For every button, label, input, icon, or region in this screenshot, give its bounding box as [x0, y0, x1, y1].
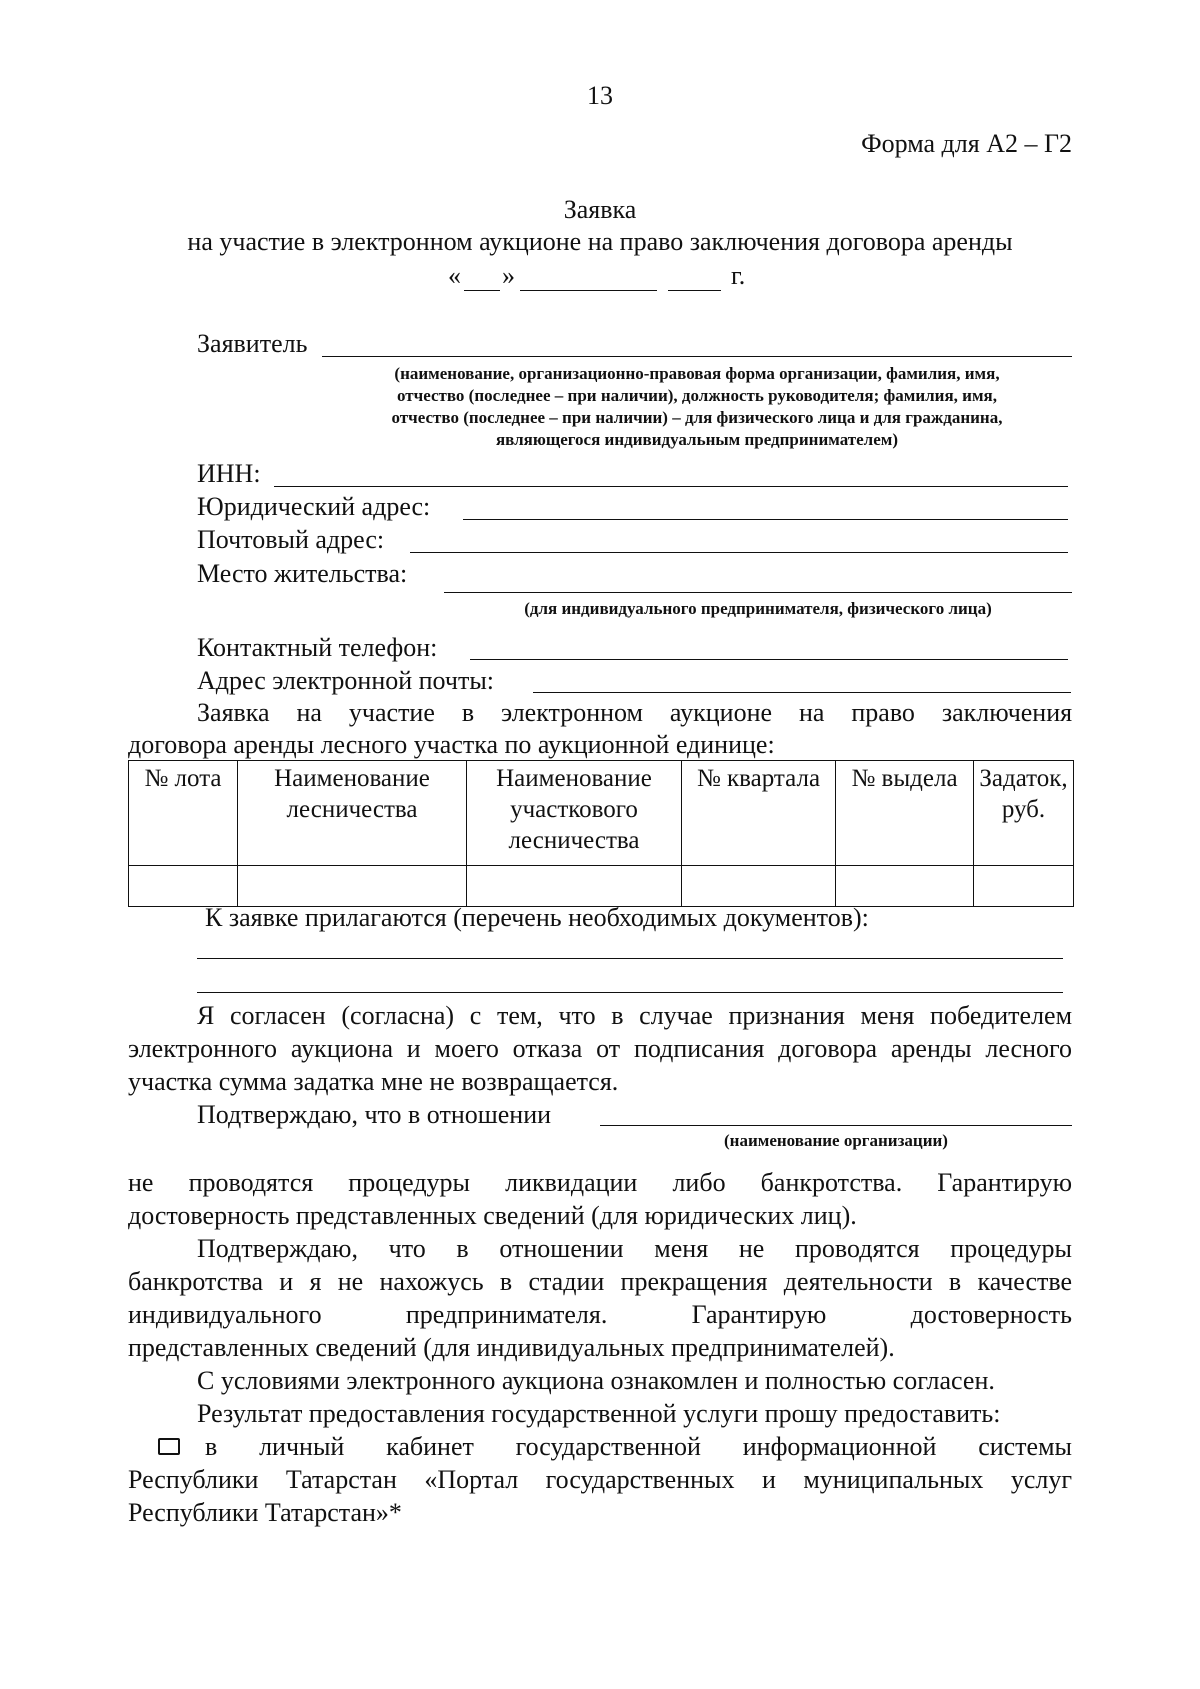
- word: аукциона: [290, 1034, 393, 1063]
- title-subheading: на участие в электронном аукционе на право заключения договора аренды: [187, 227, 1013, 256]
- word: на: [798, 698, 825, 727]
- table-row: [129, 866, 1074, 907]
- organization-name-blank[interactable]: [600, 1125, 1072, 1126]
- residence-label: Место жительства:: [197, 559, 408, 588]
- word: в: [611, 1001, 624, 1030]
- word: и: [406, 1034, 421, 1063]
- confirm-org-label: Подтверждаю, что в отношении: [197, 1100, 552, 1129]
- date-month-blank[interactable]: [520, 290, 657, 291]
- consent-line1: [197, 1000, 1072, 1032]
- table-cell[interactable]: [836, 866, 974, 907]
- word: стадии: [528, 1267, 605, 1296]
- word: меня: [654, 1234, 709, 1263]
- word: и: [761, 1465, 776, 1494]
- word: Республики: [128, 1465, 259, 1494]
- word: победителем: [930, 1001, 1073, 1030]
- word: банкротства.: [760, 1168, 903, 1197]
- form-label: Форма для А2 – Г2: [861, 129, 1072, 158]
- table-cell[interactable]: [238, 866, 467, 907]
- word: не: [337, 1267, 364, 1296]
- postal-address-label: Почтовый адрес:: [197, 525, 385, 554]
- word: нахожусь: [379, 1267, 484, 1296]
- date-year-suffix: г.: [731, 261, 746, 290]
- word: кабинет: [386, 1432, 474, 1461]
- word: системы: [978, 1432, 1073, 1461]
- confirm-ip-line1: [197, 1233, 1072, 1265]
- organization-name-note: (наименование организации): [724, 1131, 948, 1150]
- word: лесного: [985, 1034, 1073, 1063]
- word: в: [205, 1432, 218, 1461]
- confirm-ip-line2: [128, 1266, 1072, 1298]
- lot-intro-line2: договора аренды лесного участка по аукционной единице:: [128, 730, 775, 759]
- attachments-blank[interactable]: [197, 958, 1063, 959]
- word: и: [279, 1267, 294, 1296]
- word: либо: [672, 1168, 726, 1197]
- consent-line3: участка сумма задатка мне не возвращается.: [128, 1067, 619, 1096]
- table-cell[interactable]: [467, 866, 682, 907]
- date-quote-close: »: [502, 261, 515, 290]
- residence-note: (для индивидуального предпринимателя, физического лица): [524, 599, 992, 618]
- result-intro: Результат предоставления государственной услуги прошу предоставить:: [197, 1399, 1001, 1428]
- table-cell[interactable]: [974, 866, 1074, 907]
- word: (согласна): [341, 1001, 455, 1030]
- word: личный: [259, 1432, 345, 1461]
- consent-line2: [128, 1033, 1072, 1065]
- phone-blank[interactable]: [470, 659, 1068, 660]
- email-label: Адрес электронной почты:: [197, 666, 495, 695]
- word: Заявка: [197, 698, 270, 727]
- phone-label: Контактный телефон:: [197, 633, 438, 662]
- word: Татарстан: [285, 1465, 397, 1494]
- table-cell[interactable]: [682, 866, 836, 907]
- col-quarter: № квартала: [682, 761, 836, 866]
- word: подписания: [633, 1034, 765, 1063]
- legal-address-label: Юридический адрес:: [197, 492, 431, 521]
- word: информационной: [742, 1432, 937, 1461]
- word: отказа: [512, 1034, 583, 1063]
- table-header-row: [129, 761, 1074, 866]
- attachments-label: К заявке прилагаются (перечень необходимых документов):: [205, 903, 869, 932]
- word: процедуры: [348, 1168, 471, 1197]
- applicant-label: Заявитель: [197, 329, 308, 358]
- word: муниципальных: [803, 1465, 984, 1494]
- confirm-ip-line3: [128, 1299, 1072, 1331]
- email-blank[interactable]: [533, 692, 1071, 693]
- word: случае: [639, 1001, 713, 1030]
- word: услуг: [1010, 1465, 1072, 1494]
- word: согласен: [230, 1001, 326, 1030]
- word: в: [461, 698, 475, 727]
- word: Гарантирую: [937, 1168, 1073, 1197]
- inn-blank[interactable]: [274, 486, 1068, 487]
- word: что: [388, 1234, 426, 1263]
- lots-table: [128, 760, 1074, 907]
- word: тем,: [496, 1001, 543, 1030]
- result-option-line3: Республики Татарстан»*: [128, 1498, 402, 1527]
- page-number: 13: [587, 81, 613, 110]
- word: государственных: [545, 1465, 735, 1494]
- word: я: [309, 1267, 322, 1296]
- word: что: [558, 1001, 596, 1030]
- word: аукционе: [669, 698, 773, 727]
- word: проводятся: [188, 1168, 314, 1197]
- date-year-blank[interactable]: [668, 290, 721, 291]
- word: не: [738, 1234, 765, 1263]
- legal-address-blank[interactable]: [463, 519, 1068, 520]
- word: ликвидации: [505, 1168, 638, 1197]
- applicant-note-line: (наименование, организационно-правовая форма организации, фамилия, имя,: [394, 364, 1000, 383]
- word: прекращения: [620, 1267, 768, 1296]
- col-forestry: Наименование лесничества: [238, 761, 467, 866]
- word: предпринимателя.: [405, 1300, 608, 1329]
- word: участие: [348, 698, 435, 727]
- word: меня: [860, 1001, 915, 1030]
- postal-address-blank[interactable]: [410, 552, 1068, 553]
- title-heading: Заявка: [563, 195, 637, 224]
- word: проводятся: [794, 1234, 920, 1263]
- word: аренды: [890, 1034, 972, 1063]
- word: с: [469, 1001, 482, 1030]
- word: в: [948, 1267, 962, 1296]
- word: заключения: [941, 698, 1073, 727]
- agree-terms: С условиями электронного аукциона ознакомлен и полностью согласен.: [197, 1366, 995, 1395]
- residence-blank[interactable]: [444, 592, 1072, 593]
- word: качестве: [977, 1267, 1073, 1296]
- confirm-ip-line4: представленных сведений (для индивидуальных предпринимателей).: [128, 1333, 895, 1362]
- portal-checkbox[interactable]: [158, 1438, 180, 1455]
- word: электронном: [501, 698, 643, 727]
- inn-label: ИНН:: [197, 459, 261, 488]
- confirm-org-line2: достоверность представленных сведений (для юридических лиц).: [128, 1201, 857, 1230]
- word: от: [596, 1034, 621, 1063]
- word: электронного: [128, 1034, 278, 1063]
- word: договора: [778, 1034, 878, 1063]
- word: на: [296, 698, 322, 727]
- word: государственной: [515, 1432, 701, 1461]
- word: в: [456, 1234, 469, 1263]
- table-cell[interactable]: [129, 866, 238, 907]
- word: не: [128, 1168, 154, 1197]
- date-day-blank[interactable]: [464, 290, 500, 291]
- word: «Портал: [424, 1465, 519, 1494]
- word: достоверность: [910, 1300, 1073, 1329]
- applicant-note-line: отчество (последнее – при наличии), должность руководителя; фамилия, имя,: [397, 386, 997, 405]
- attachments-blank[interactable]: [197, 992, 1063, 993]
- word: банкротства: [128, 1267, 264, 1296]
- date-quote-open: «: [448, 261, 461, 290]
- applicant-note-line: являющегося индивидуальным предпринимателем): [495, 430, 899, 449]
- col-district-forestry: Наименование участкового лесничества: [467, 761, 682, 866]
- word: процедуры: [950, 1234, 1073, 1263]
- confirm-org-line1: [128, 1167, 1072, 1199]
- col-lot-number: № лота: [129, 761, 238, 866]
- word: право: [851, 698, 915, 727]
- word: признания: [728, 1001, 845, 1030]
- word: в: [499, 1267, 513, 1296]
- word: Гарантирую: [691, 1300, 827, 1329]
- applicant-note-line: отчество (последнее – при наличии) – для физического лица и для гражданина,: [391, 408, 1003, 427]
- word: отношении: [499, 1234, 624, 1263]
- word: моего: [434, 1034, 499, 1063]
- lot-intro-line1: [197, 697, 1072, 729]
- word: индивидуального: [128, 1300, 322, 1329]
- word: Я: [197, 1001, 215, 1030]
- word: Подтверждаю,: [197, 1234, 358, 1263]
- result-option-line1: [205, 1431, 1072, 1463]
- col-allotment: № выдела: [836, 761, 974, 866]
- applicant-blank[interactable]: [322, 356, 1072, 357]
- col-deposit: Задаток, руб.: [974, 761, 1074, 866]
- word: деятельности: [783, 1267, 933, 1296]
- result-option-line2: [128, 1464, 1072, 1496]
